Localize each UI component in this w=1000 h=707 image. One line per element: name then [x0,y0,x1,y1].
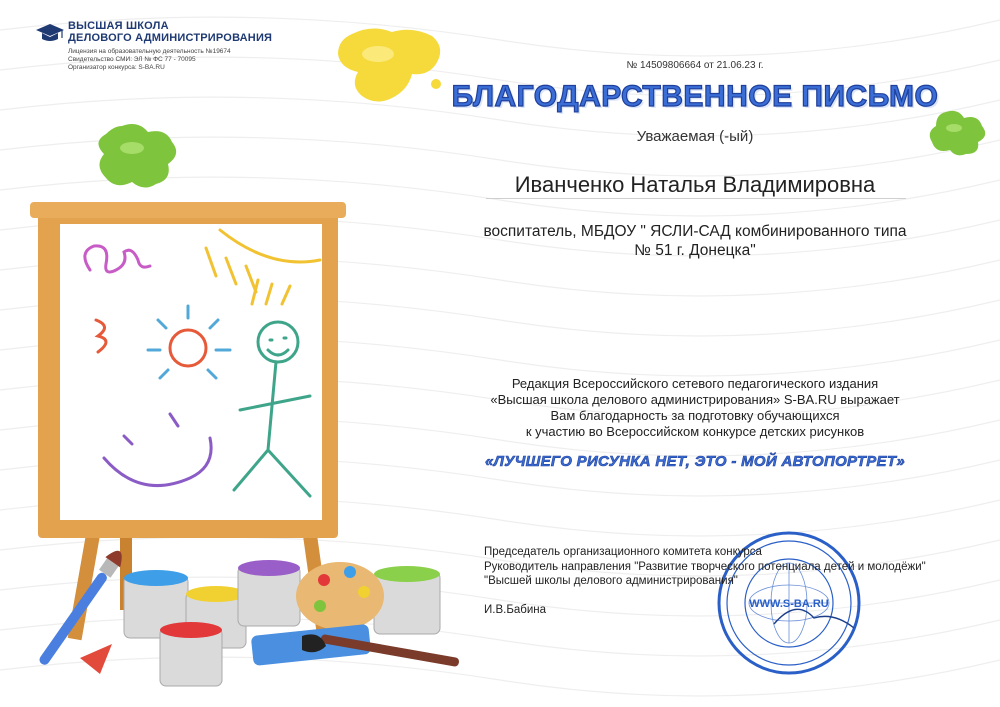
body-line: Вам благодарность за подготовку обучающихся [550,408,840,423]
signature-block [484,545,964,589]
logo-title-line1: ВЫСШАЯ ШКОЛА [68,20,169,32]
contest-name: «ЛУЧШЕГО РИСУНКА НЕТ, ЭТО - МОЙ АВТОПОРТРЕТ» [485,453,905,470]
greeting: Уважаемая (-ый) [636,128,754,145]
body-line: Редакция Всероссийского сетевого педагогического издания [511,376,879,391]
document-number: № 14509806664 от 21.06.23 г. [626,60,764,71]
document-title: БЛАГОДАРСТВЕННОЕ ПИСЬМО [451,80,939,113]
green-paint-splash-right [926,108,990,158]
signature-role-line: "Высшей школы делового администрирования" [484,575,738,587]
body-line: «Высшая школа делового администрирования» S-BA.RU выражает [490,392,900,407]
position-line1: воспитатель, МБДОУ " ЯСЛИ-САД комбинированного типа [483,223,907,240]
paint-cans [124,560,440,686]
signature-role-line: Руководитель направления "Развитие творческого потенциала детей и молодёжи" [484,560,926,573]
name-underline [486,198,906,199]
logo-license: Лицензия на образовательную деятельность №19674 [68,48,231,55]
recipient-name: Иванченко Наталья Владимировна [514,172,876,197]
signer-name: И.В.Бабина [484,604,547,616]
yellow-paint-splash [332,24,448,110]
stamp-text: WWW.S-BA.RU [749,598,829,610]
logo-organizer: Организатор конкурса: S-BA.RU [68,64,165,71]
graduation-cap-icon [36,22,64,44]
easel-illustration [20,200,470,695]
position-line2: № 51 г. Донецка" [634,242,756,259]
body-line: к участию во Всероссийском конкурсе детских рисунков [525,424,865,439]
recipient-position [430,222,960,260]
logo-media-certificate: Свидетельство СМИ: ЭЛ № ФС 77 - 70095 [68,56,196,63]
logo-title-line2: ДЕЛОВОГО АДМИНИСТРИРОВАНИЯ [68,32,273,44]
green-paint-splash-left [92,120,184,194]
organization-logo [36,20,296,75]
gratitude-text [430,376,960,440]
signature-role-line: Председатель организационного комитета конкурса [484,546,762,558]
